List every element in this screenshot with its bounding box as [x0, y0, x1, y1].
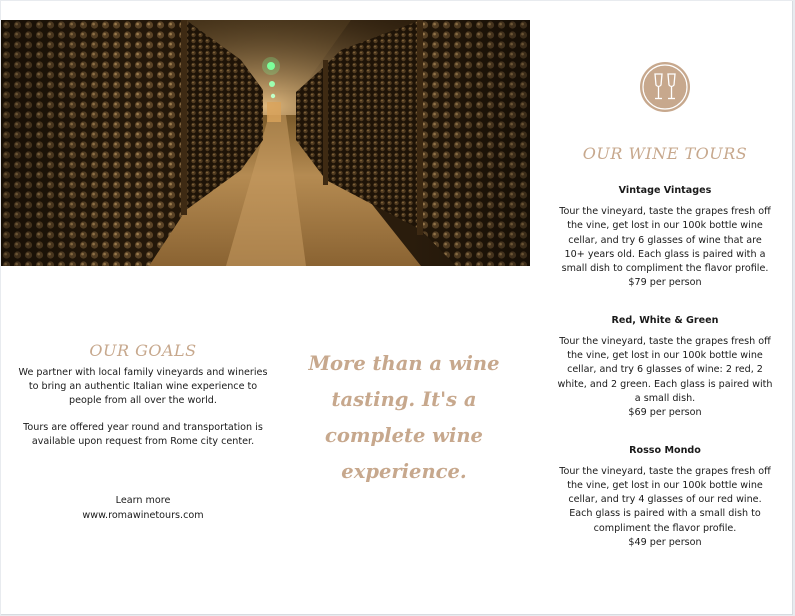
wine-tours-section — [557, 61, 773, 574]
learn-more-text: Learn more — [115, 495, 171, 506]
wine-cellar-photo — [1, 20, 530, 266]
tour-name: Red, White & Green — [611, 314, 719, 326]
goals-paragraph: We partner with local family vineyards and wineries to bring an authentic Italian wine experience to people from all over the world. — [18, 367, 268, 406]
tour-name: Rosso Mondo — [629, 444, 701, 456]
tour-name: Vintage Vintages — [618, 185, 712, 196]
brochure-page — [1, 1, 793, 615]
tour-item — [557, 315, 773, 421]
tour-description: Tour the vineyard, taste the grapes fresh off the vine, get lost in our 100k bottle wine cellar, and try 4 glasses of our red wine. Each glass is paired with a small dish to compliment the flavor profile. — [559, 465, 771, 534]
tour-description: Tour the vineyard, taste the grapes fresh off the vine, get lost in our 100k bottle wine cellar, and try 6 glasses of wine: 2 red, 2 white, and 2 green. Each glass is paired with a small dish. — [557, 335, 773, 404]
tour-price: $49 per person — [628, 537, 702, 549]
website-link[interactable]: www.romawinetours.com — [82, 510, 204, 521]
wine-glasses-icon — [639, 61, 691, 113]
learn-more-block — [15, 493, 271, 523]
pull-quote: More than a wine tasting. It's a complete wine experience. — [308, 352, 500, 483]
tour-price: $69 per person — [628, 407, 702, 419]
tour-description: Tour the vineyard, taste the grapes fresh off the vine, get lost in our 100k bottle wine cellar, and try 6 glasses of wine that are 10+ years old. Each glass is paired with a small dish to compliment the flavor profile. — [559, 206, 771, 275]
tours-availability-paragraph: Tours are offered year round and transportation is available upon request from Rome city center. — [23, 422, 263, 447]
tour-price: $79 per person — [628, 277, 702, 289]
goals-heading: OUR GOALS — [89, 341, 197, 360]
goals-section — [15, 331, 271, 449]
tour-item — [557, 185, 773, 291]
tours-heading: OUR WINE TOURS — [582, 144, 748, 163]
tour-item — [557, 445, 773, 551]
wine-cellar-image — [1, 20, 530, 266]
